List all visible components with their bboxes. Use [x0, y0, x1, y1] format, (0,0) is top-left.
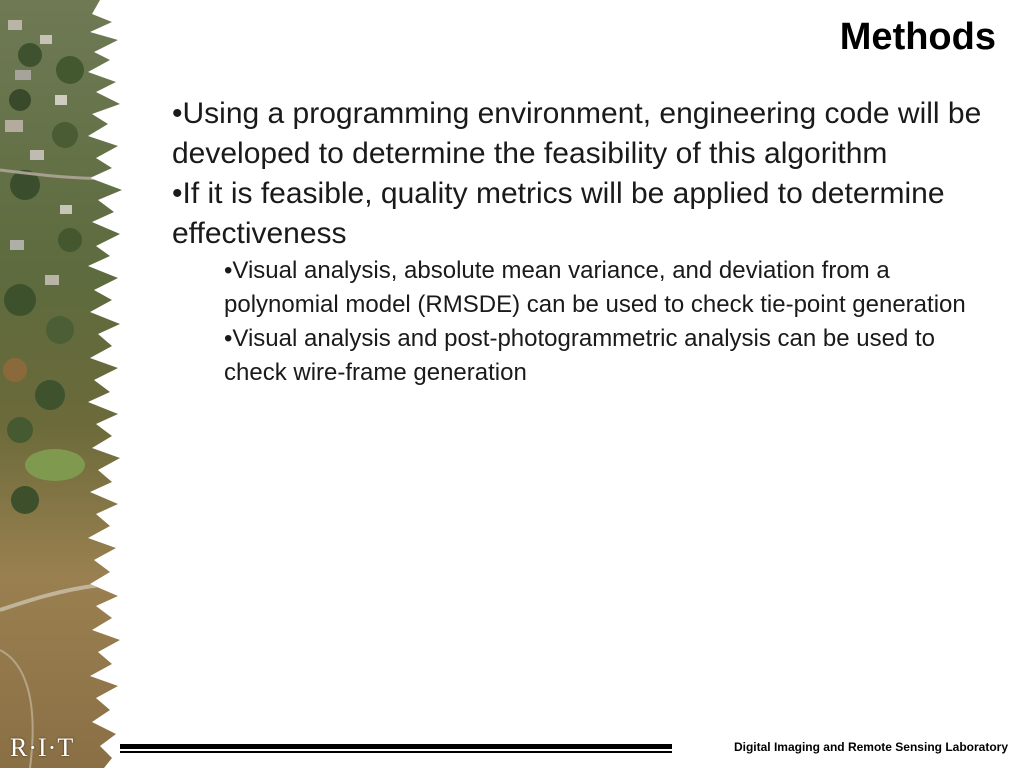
bullet-item: •If it is feasible, quality metrics will be applied to determine effectiveness [172, 177, 945, 250]
lab-name: Digital Imaging and Remote Sensing Laboratory [733, 740, 1008, 754]
sub-bullet-item: •Visual analysis, absolute mean variance, and deviation from a polynomial model (RMSDE) can be used to check tie-point generation [224, 257, 966, 318]
bullet-list [172, 94, 992, 390]
bullet-item: •Using a programming environment, engineering code will be developed to determine the feasibility of this algorithm [172, 97, 982, 170]
slide-title: Methods [839, 16, 996, 58]
rit-logo: R·I·T [10, 733, 75, 762]
sub-bullet-item: •Visual analysis and post-photogrammetric analysis can be used to check wire-frame generation [224, 325, 936, 386]
aerial-photo-strip [0, 0, 130, 768]
footer-rule-thin [120, 751, 672, 753]
footer-rule-thick [120, 744, 672, 749]
footer-rule [120, 744, 672, 753]
